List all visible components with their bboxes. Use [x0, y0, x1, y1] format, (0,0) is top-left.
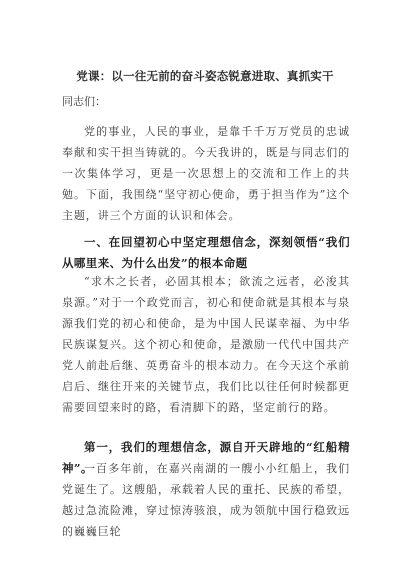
paragraph-subsection-1: 一百多年前，在嘉兴南湖的一艘小小红船上，我们党诞生了。这艘船，承载着人民的重托、民族的希望，越过急流险滩，穿过惊涛骇浪，成为领航中国行稳致远的巍巍巨轮	[62, 462, 350, 538]
paragraph-section-1: “求木之长者，必固其根本；欲流之远者，必浚其泉源。”对于一个政党而言，初心和使命就是其根本与泉源我们党的初心和使命，是为中国人民谋幸福、为中华民族谋复兴。这个初心和使命，是激励一代代中国共产党人前赴后继、英勇奋斗的根本动力。在今天这个承前启后、继往开来的关键节点，我们比以往任何时候都更需要回望来时的路，看清脚下的路，坚定前行的路。	[62, 275, 350, 414]
subsection-heading-1: 第一，我们的理想信念，源自开天辟地的“红船精神”。	[62, 440, 350, 475]
document-title: 党课：以一往无前的奋斗姿态锐意进取、真抓实干	[76, 69, 334, 83]
salutation: 同志们：	[62, 95, 106, 108]
section-heading-1: 一、在回望初心中坚定理想信念，深刻领悟“我们从哪里来、为什么出发”的根本命题	[62, 235, 350, 270]
paragraph-intro: 党的事业，人民的事业，是靠千千万万党员的忠诚奉献和实干担当铸就的。今天我讲的，既是与同志们的一次集体学习，更是一次思想上的交流和工作上的共勉。下面，我围绕“坚守初心使命，勇于担当作为”这个主题，讲三个方面的认识和体会。	[62, 125, 350, 222]
